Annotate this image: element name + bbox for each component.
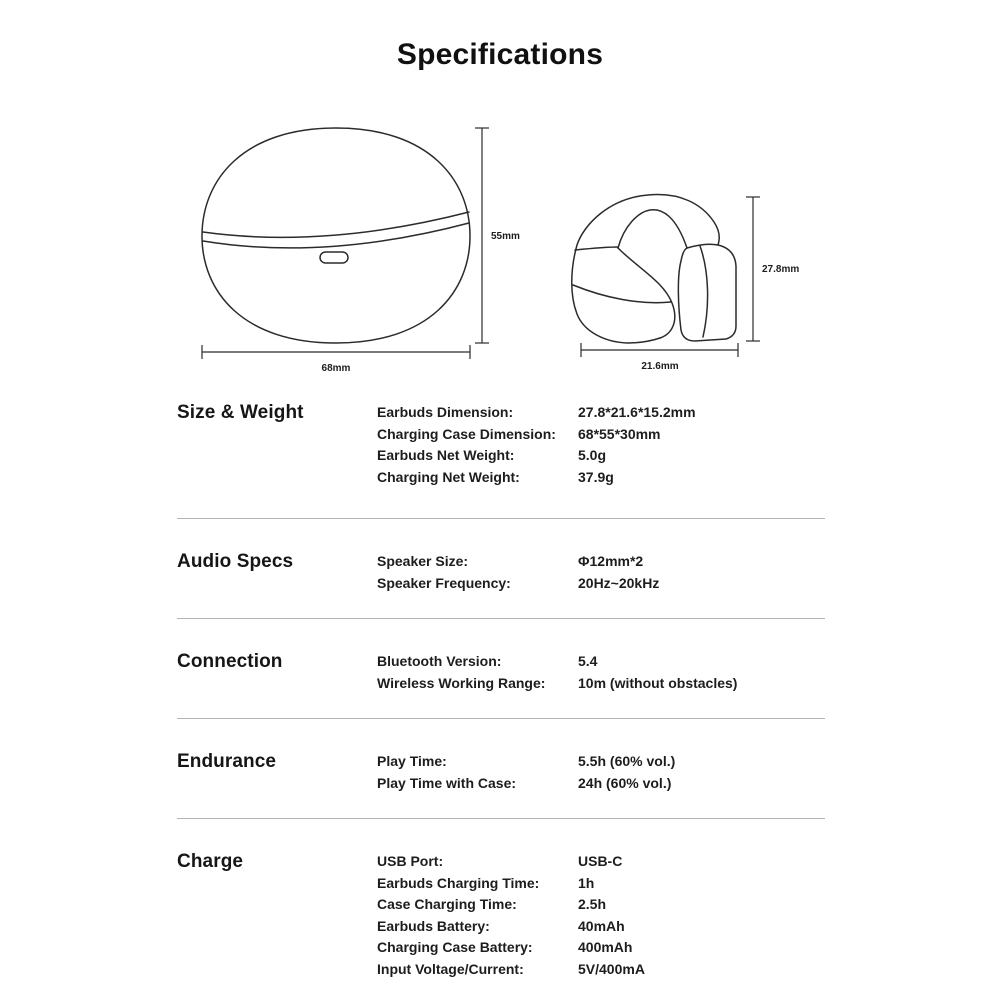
spec-value: 27.8*21.6*15.2mm bbox=[578, 404, 696, 420]
spec-row bbox=[377, 937, 825, 959]
spec-row bbox=[377, 873, 825, 895]
spec-value: USB-C bbox=[578, 853, 623, 869]
spec-value: 2.5h bbox=[578, 896, 607, 912]
spec-label: Charging Net Weight: bbox=[377, 468, 520, 485]
section-connection bbox=[177, 618, 825, 718]
spec-row bbox=[377, 651, 825, 673]
spec-value: 5.5h (60% vol.) bbox=[578, 753, 676, 769]
spec-value: 5.4 bbox=[578, 653, 598, 669]
spec-table bbox=[177, 388, 825, 998]
spec-row bbox=[377, 424, 825, 446]
section-title: Connection bbox=[177, 651, 283, 672]
earbud-diagram bbox=[560, 186, 810, 386]
earbud-height-dimension-line bbox=[746, 197, 760, 341]
spec-row bbox=[377, 673, 825, 695]
spec-label: Earbuds Dimension: bbox=[377, 404, 514, 420]
spec-row bbox=[377, 551, 825, 573]
section-rows bbox=[377, 851, 825, 980]
spec-row bbox=[377, 573, 825, 595]
spec-label: Earbuds Battery: bbox=[377, 917, 490, 934]
spec-row bbox=[377, 467, 825, 489]
spec-value: 37.9g bbox=[578, 468, 614, 485]
spec-label: Case Charging Time: bbox=[377, 896, 517, 912]
spec-value: 400mAh bbox=[578, 939, 633, 955]
section-rows bbox=[377, 651, 825, 694]
spec-label: Earbuds Charging Time: bbox=[377, 874, 540, 891]
spec-row bbox=[377, 773, 825, 795]
section-endurance bbox=[177, 718, 825, 818]
section-title: Audio Specs bbox=[177, 551, 294, 572]
spec-label: Input Voltage/Current: bbox=[377, 960, 524, 977]
spec-label: Charging Case Dimension: bbox=[377, 425, 556, 442]
section-rows bbox=[377, 751, 825, 794]
spec-label: Play Time with Case: bbox=[377, 774, 517, 791]
spec-label: Charging Case Battery: bbox=[377, 939, 533, 955]
spec-value: 24h (60% vol.) bbox=[578, 774, 672, 791]
spec-label: Play Time: bbox=[377, 753, 447, 769]
spec-value: 5V/400mA bbox=[578, 960, 645, 977]
spec-value: 68*55*30mm bbox=[578, 425, 661, 442]
spec-row bbox=[377, 445, 825, 467]
earbud-width-label: 21.6mm bbox=[641, 361, 679, 372]
spec-row bbox=[377, 916, 825, 938]
spec-row bbox=[377, 851, 825, 873]
earbud-outline-icon bbox=[572, 195, 736, 343]
spec-value: 5.0g bbox=[578, 447, 607, 463]
earbud-width-dimension-line bbox=[581, 343, 738, 357]
spec-row bbox=[377, 894, 825, 916]
spec-value: 1h bbox=[578, 874, 595, 891]
spec-label: Wireless Working Range: bbox=[377, 674, 546, 691]
spec-row bbox=[377, 959, 825, 981]
dimension-diagrams bbox=[0, 88, 1000, 388]
spec-label: Speaker Frequency: bbox=[377, 574, 511, 591]
spec-value: 20Hz~20kHz bbox=[578, 574, 660, 591]
section-title: Charge bbox=[177, 851, 244, 872]
section-charge bbox=[177, 818, 825, 998]
spec-label: Earbuds Net Weight: bbox=[377, 447, 515, 463]
charging-case-outline-icon bbox=[202, 128, 470, 343]
spec-label: Speaker Size: bbox=[377, 553, 469, 569]
section-rows bbox=[377, 402, 825, 488]
spec-row bbox=[377, 751, 825, 773]
spec-value: 40mAh bbox=[578, 917, 625, 934]
charging-case-diagram bbox=[185, 118, 525, 376]
earbud-height-label: 27.8mm bbox=[762, 264, 800, 275]
section-rows bbox=[377, 551, 825, 594]
section-size-weight bbox=[177, 388, 825, 518]
section-title: Size & Weight bbox=[177, 402, 304, 423]
spec-row bbox=[377, 402, 825, 424]
page-header bbox=[0, 0, 1000, 88]
spec-value: Φ12mm*2 bbox=[578, 553, 644, 569]
spec-label: Bluetooth Version: bbox=[377, 653, 502, 669]
case-width-dimension-line bbox=[202, 345, 470, 359]
case-width-label: 68mm bbox=[321, 363, 351, 374]
page-title: Specifications bbox=[396, 38, 604, 71]
case-height-label: 55mm bbox=[491, 231, 520, 242]
spec-value: 10m (without obstacles) bbox=[578, 674, 738, 691]
section-audio-specs bbox=[177, 518, 825, 618]
case-height-dimension-line bbox=[475, 128, 489, 343]
spec-label: USB Port: bbox=[377, 853, 444, 869]
section-title: Endurance bbox=[177, 751, 277, 772]
